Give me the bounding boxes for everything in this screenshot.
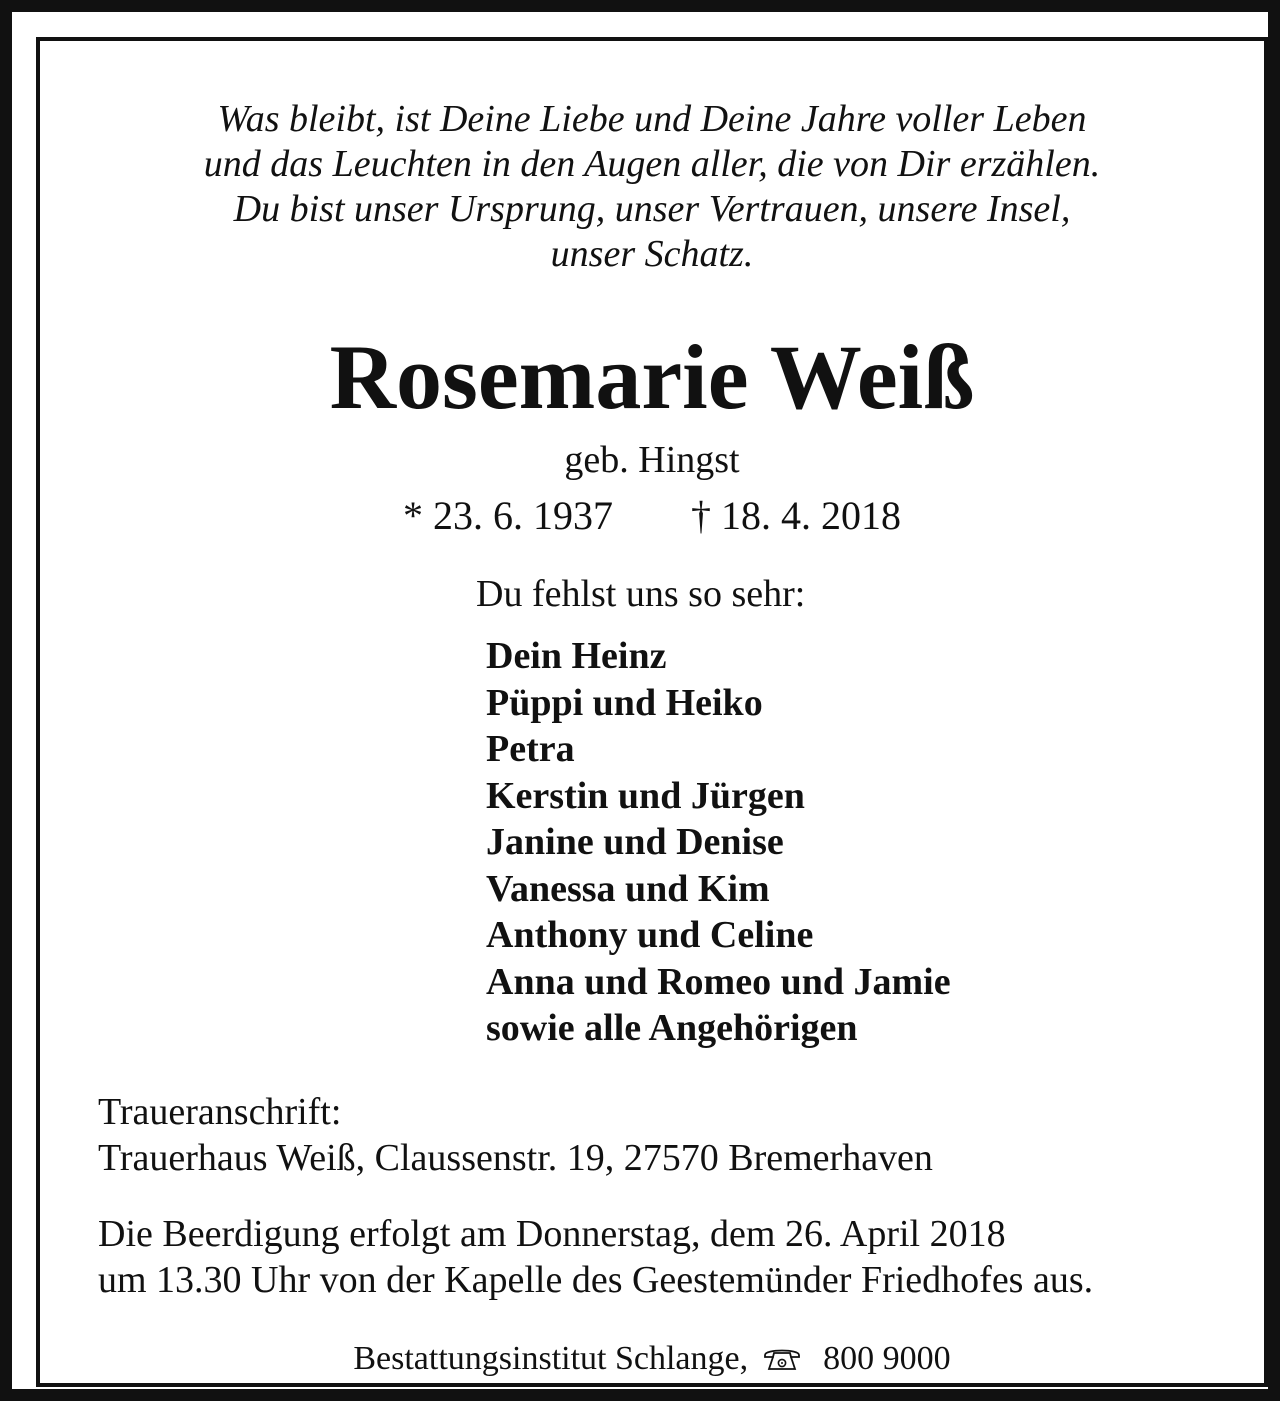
mourner-item: Anthony und Celine	[486, 914, 814, 956]
address-value: Trauerhaus Weiß, Claussenstr. 19, 27570 Bremerhaven	[98, 1137, 933, 1179]
farewell-message: Du fehlst uns so sehr:	[476, 573, 806, 615]
memorial-poem	[40, 97, 1264, 277]
poem-line: unser Schatz.	[550, 233, 754, 275]
mourner-item: Dein Heinz	[486, 635, 667, 677]
mourner-item: Kerstin und Jürgen	[486, 774, 805, 817]
funeral-info	[98, 1211, 1093, 1303]
mourner-list	[486, 633, 951, 1052]
birth-date: * 23. 6. 1937	[403, 493, 613, 538]
death-date: † 18. 4. 2018	[691, 493, 901, 538]
funeral-line: Die Beerdigung erfolgt am Donnerstag, dem 26. April 2018	[98, 1213, 1006, 1255]
telephone-icon	[763, 1346, 801, 1372]
poem-line: Was bleibt, ist Deine Liebe und Deine Jahre voller Leben	[217, 98, 1087, 140]
poem-line: Du bist unser Ursprung, unser Vertrauen, unsere Insel,	[233, 188, 1071, 230]
undertaker-info	[40, 1337, 1264, 1381]
funeral-line: um 13.30 Uhr von der Kapelle des Geestemünder Friedhofes aus.	[98, 1259, 1094, 1301]
birth-name: geb. Hingst	[564, 439, 740, 481]
mourner-item: Püppi und Heiko	[486, 681, 763, 724]
mourner-item: Anna und Romeo und Jamie	[486, 960, 951, 1003]
obituary-notice	[36, 37, 1268, 1387]
undertaker-phone: 800 9000	[823, 1340, 951, 1377]
address-label: Traueranschrift:	[98, 1091, 342, 1133]
mourner-item: Janine und Denise	[486, 821, 784, 863]
deceased-name: Rosemarie Weiß	[329, 326, 975, 428]
mourner-item: Petra	[486, 728, 575, 770]
undertaker-name: Bestattungsinstitut Schlange,	[353, 1340, 749, 1377]
mourner-item: sowie alle Angehörigen	[486, 1007, 858, 1049]
mourning-address	[98, 1089, 933, 1181]
mourner-item: Vanessa und Kim	[486, 867, 770, 910]
life-dates	[40, 491, 1264, 541]
poem-line: und das Leuchten in den Augen aller, die von Dir erzählen.	[203, 143, 1101, 185]
